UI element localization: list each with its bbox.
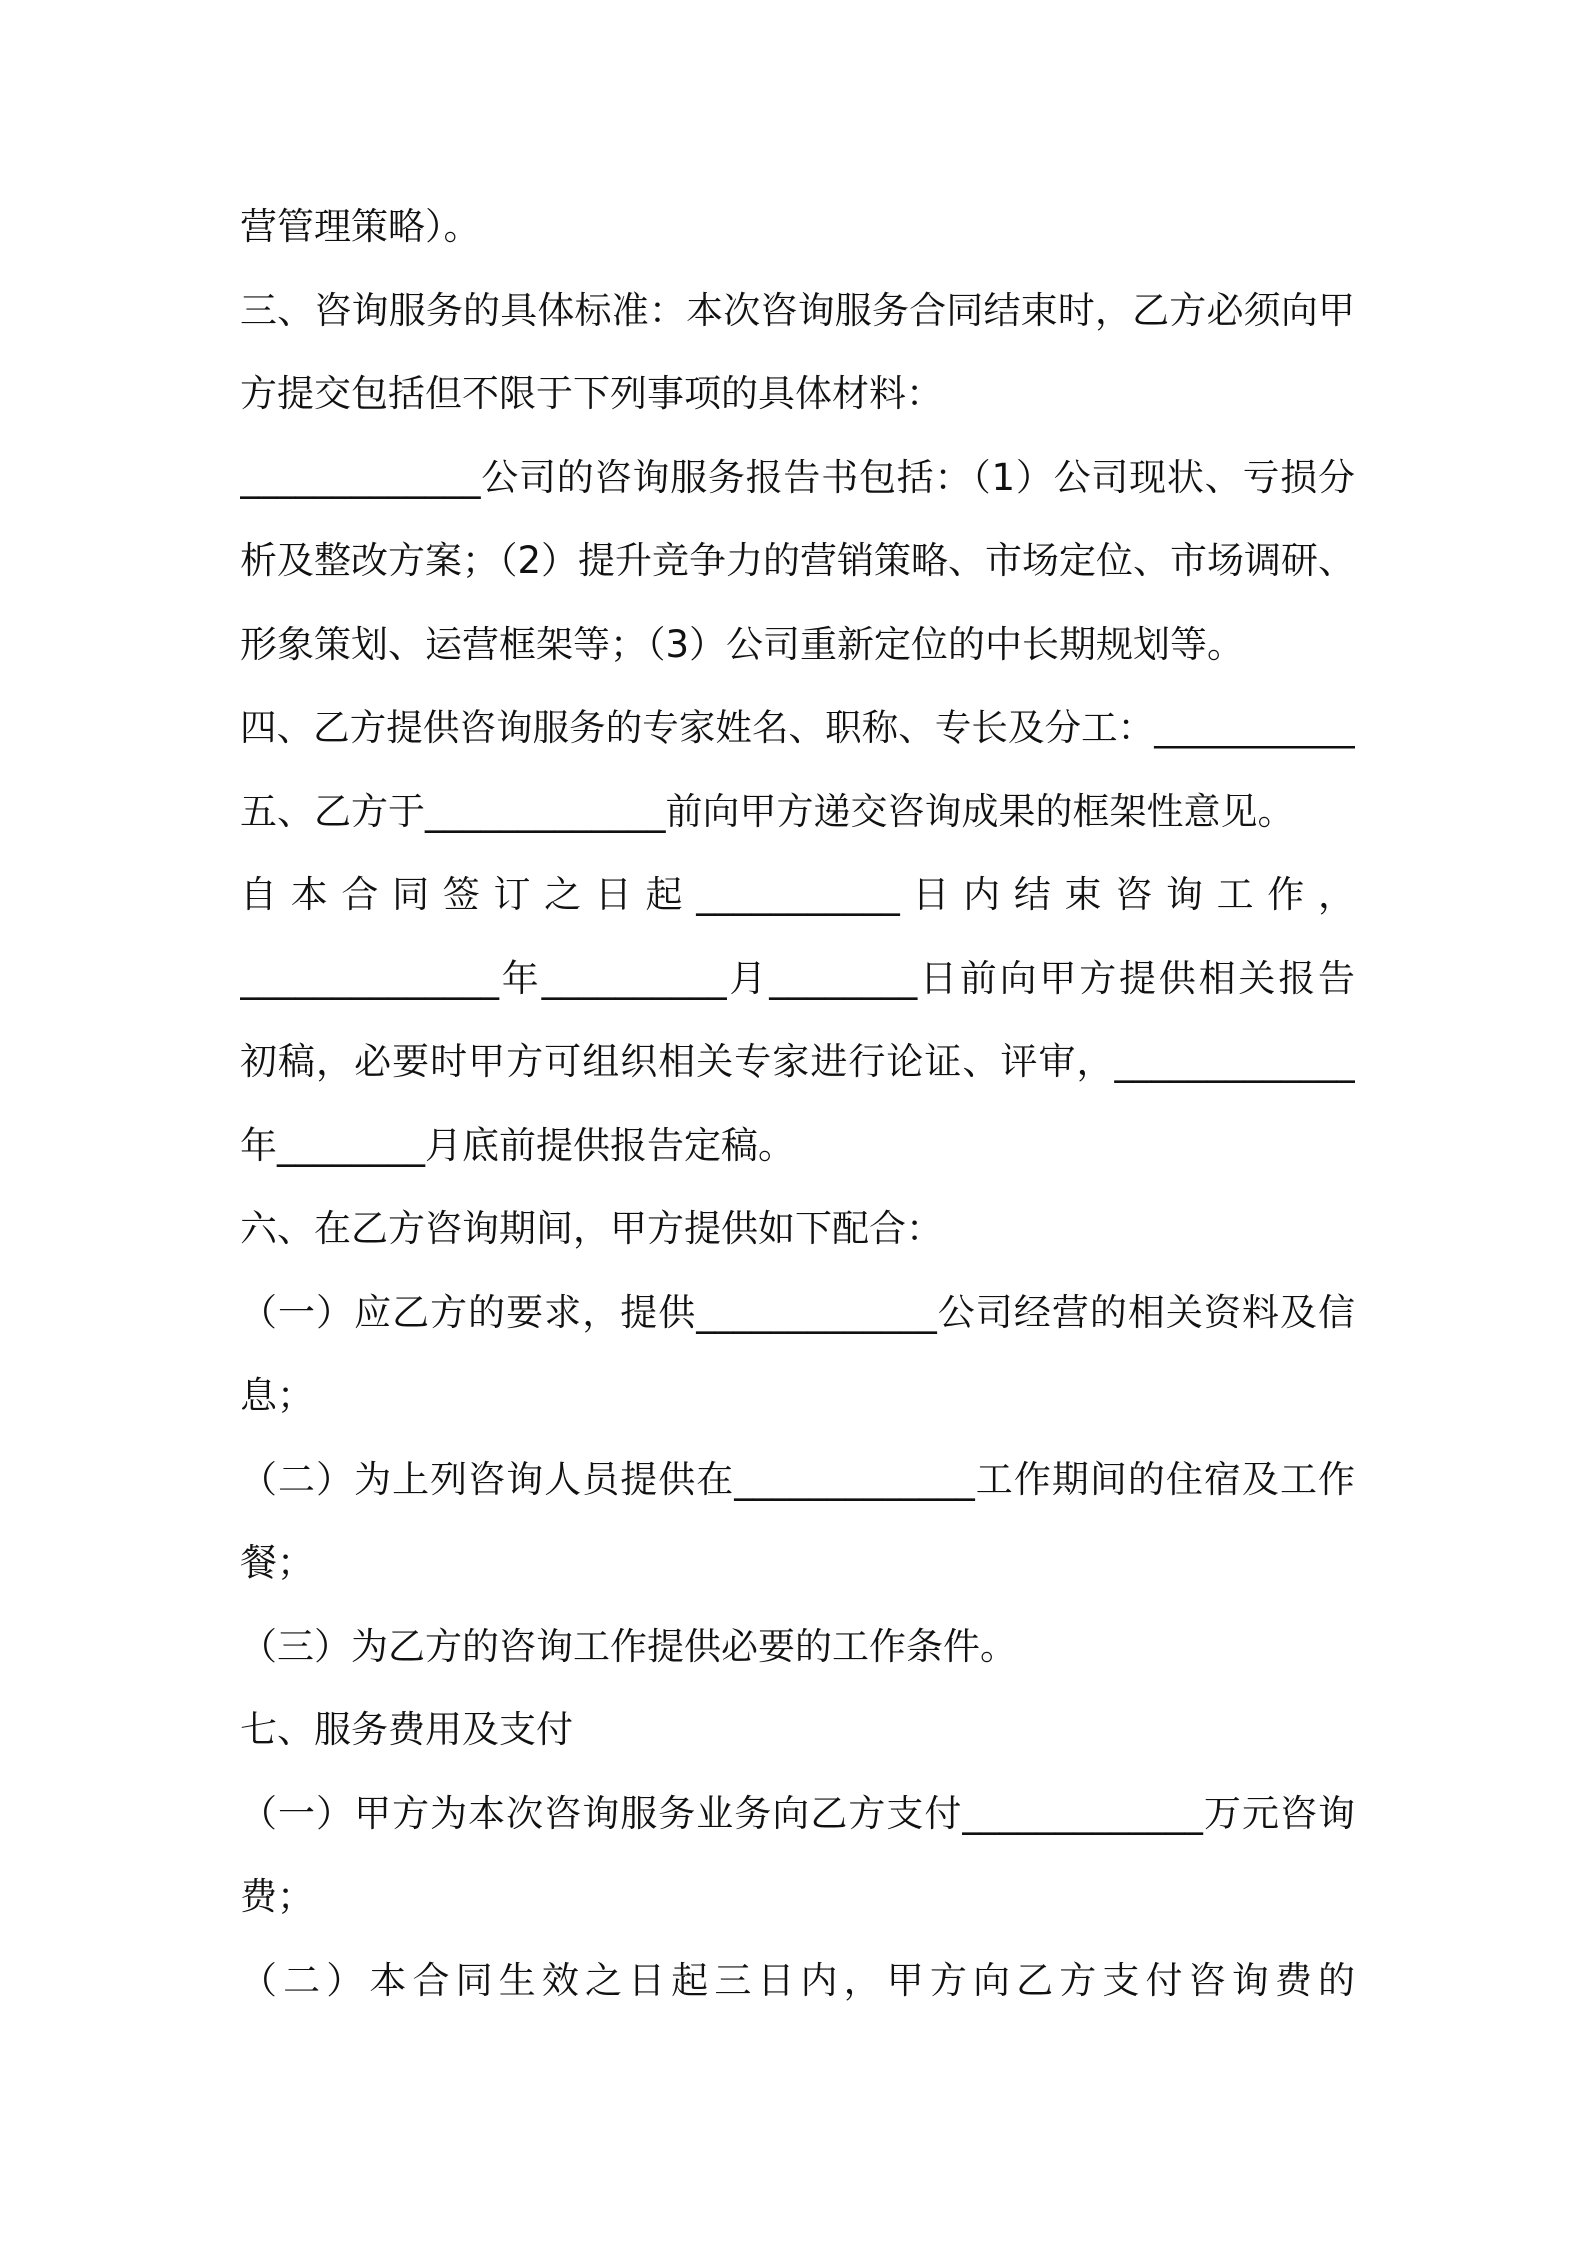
text-line: 三、咨询服务的具体标准：本次咨询服务合同结束时，乙方必须向甲 (240, 288, 1355, 332)
text-line: （一）甲方为本次咨询服务业务向乙方支付_____________万元咨询 (240, 1791, 1355, 1835)
text-line: 初稿，必要时甲方可组织相关专家进行论证、评审，_____________ (240, 1040, 1355, 1083)
text-line: （二）本合同生效之日起三日内，甲方向乙方支付咨询费的 (240, 1958, 1355, 2002)
text-line: _____________公司的咨询服务报告书包括：（1）公司现状、亏损分 (240, 455, 1355, 499)
text-line: 年________月底前提供报告定稿。 (240, 1123, 795, 1167)
text-line: （一）应乙方的要求，提供_____________公司经营的相关资料及信 (240, 1290, 1355, 1334)
text-line: 五、乙方于_____________前向甲方递交咨询成果的框架性意见。 (240, 789, 1295, 833)
text-line: 方提交包括但不限于下列事项的具体材料： (240, 372, 943, 415)
text-line: 形象策划、运营框架等；（3）公司重新定位的中长期规划等。 (240, 622, 1245, 666)
text-line: （二）为上列咨询人员提供在_____________工作期间的住宿及工作 (240, 1457, 1355, 1501)
text-line: 自 本 合 同 签 订 之 日 起 ___________ 日 内 结 束 咨 询 工 作 ， (240, 873, 1355, 916)
text-line: （三）为乙方的咨询工作提供必要的工作条件。 (240, 1624, 1017, 1668)
text-line: 析及整改方案；（2）提升竞争力的营销策略、市场定位、市场调研、 (240, 539, 1355, 582)
document-page (240, 185, 1355, 2022)
text-line: 四、乙方提供咨询服务的专家姓名、职称、专长及分工：___________ (240, 706, 1355, 749)
text-line: 息； (240, 1374, 314, 1417)
text-line: 营管理策略）。 (240, 205, 481, 248)
text-line: ______________年__________月________日前向甲方提供相关报告 (240, 956, 1355, 1000)
text-line: 七、服务费用及支付 (240, 1708, 573, 1751)
text-line: 六、在乙方咨询期间，甲方提供如下配合： (240, 1207, 943, 1250)
text-line: 费； (240, 1875, 314, 1918)
text-line: 餐； (240, 1541, 314, 1584)
